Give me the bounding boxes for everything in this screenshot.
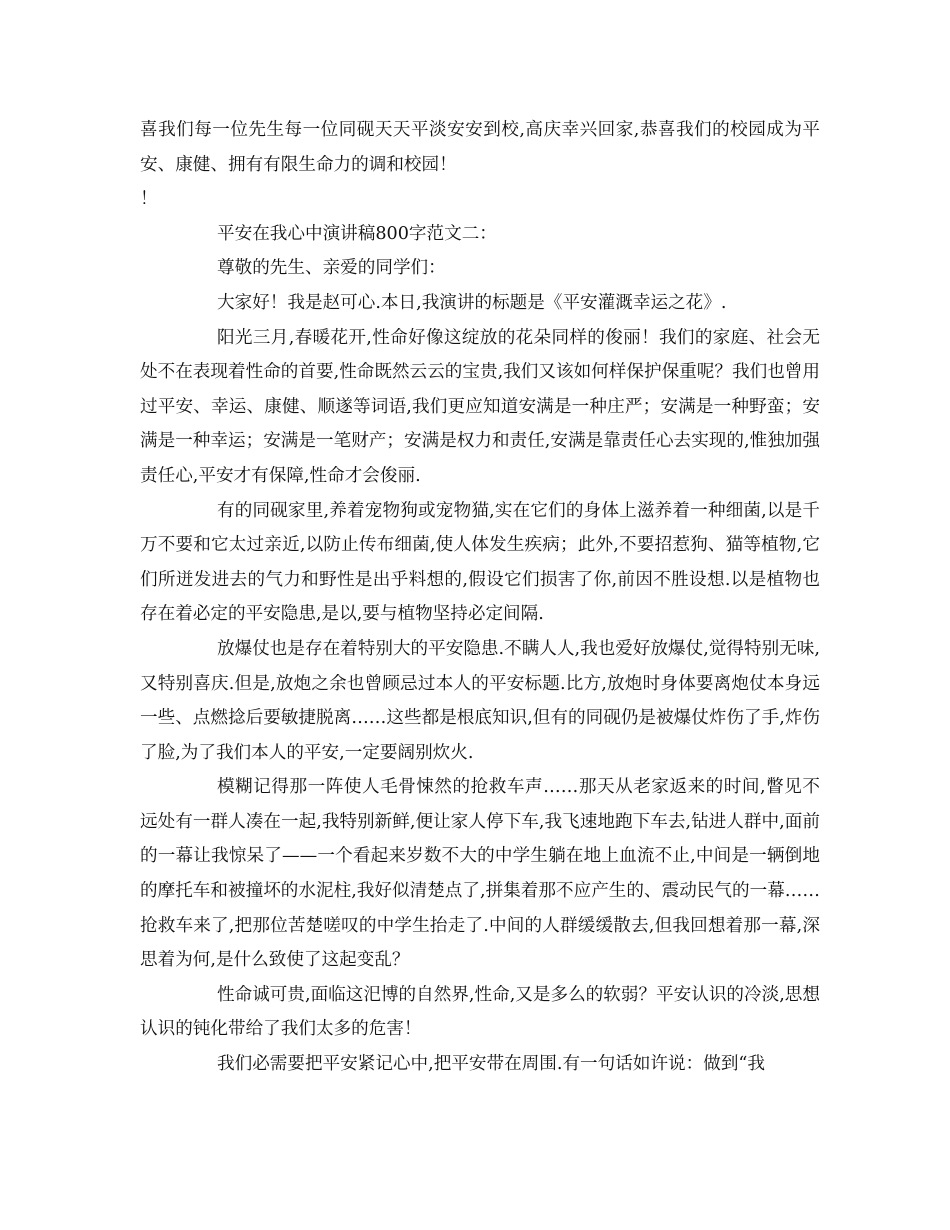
paragraph-continuation: 喜我们每一位先生每一位同砚天天平淡安安到校,高庆幸兴回家,恭喜我们的校园成为平安、康健、拥有有限生命力的调和校园！ (140, 120, 820, 175)
paragraph-body: 我们必需要把平安紧记心中,把平安带在周围.有一句话如许说：做到“我 (217, 1054, 765, 1075)
paragraph-salutation: 尊敬的先生、亲爱的同学们： (217, 258, 446, 279)
document-body (140, 113, 820, 1082)
paragraph-body: 阳光三月,春暖花开,性命好像这绽放的花朵同样的俊丽！我们的家庭、社会无处不在表现着性命的首要,性命既然云云的宝贵,我们又该如何样保护保重呢？我们也曾用过平安、幸运、康健、顺遂等词语,我们更应知道安满是一种庄严；安满是一种野蛮；安满是一种幸运；安满是一笔财产；安满是权力和责任,安满是靠责任心去实现的,惟独加强责任心,平安才有保障,性命才会俊丽. (140, 327, 820, 486)
paragraph-body: 模糊记得那一阵使人毛骨悚然的抢救车声……那天从老家返来的时间,瞥见不远处有一群人凑在一起,我特别新鲜,便让家人停下车,我飞速地跑下车去,钻进人群中,面前的一幕让我惊呆了——一个看起来岁数不大的中学生躺在地上血流不止,中间是一辆倒地的摩托车和被撞坏的水泥柱,我好似清楚点了,拼集着那不应产生的、震动民气的一幕……抢救车来了,把那位苦楚嗟叹的中学生抬走了.中间的人群缓缓散去,但我回想着那一幕,深思着为何,是什么致使了这起变乱？ (140, 777, 820, 971)
paragraph-body: 有的同砚家里,养着宠物狗或宠物猫,实在它们的身体上滋养着一种细菌,以是千万不要和它太过亲近,以防止传布细菌,使人体发生疾病；此外,不要招惹狗、猫等植物,它们所迸发进去的气力和野性是出乎料想的,假设它们损害了你,前因不胜设想.以是植物也存在着必定的平安隐患,是以,要与植物坚持必定间隔. (140, 500, 820, 625)
paragraph-greeting: 大家好！我是赵可心.本日,我演讲的标题是《平安灌溉幸运之花》. (217, 292, 727, 313)
paragraph-exclamation: ！ (140, 189, 158, 210)
paragraph-body: 性命诚可贵,面临这汜博的自然界,性命,又是多么的软弱？平安认识的冷淡,思想认识的钝化带给了我们太多的危害！ (140, 984, 820, 1040)
paragraph-section-heading: 平安在我心中演讲稿800字范文二： (217, 223, 497, 244)
paragraph-body: 放爆仗也是存在着特别大的平安隐患.不瞒人人,我也爱好放爆仗,觉得特别无味,又特别喜庆.但是,放炮之余也曾顾忌过本人的平安标题.比方,放炮时身体要离炮仗本身远一些、点燃捻后要敏捷脱离……这些都是根底知识,但有的同砚仍是被爆仗炸伤了手,炸伤了脸,为了我们本人的平安,一定要阔别炊火. (140, 638, 820, 763)
